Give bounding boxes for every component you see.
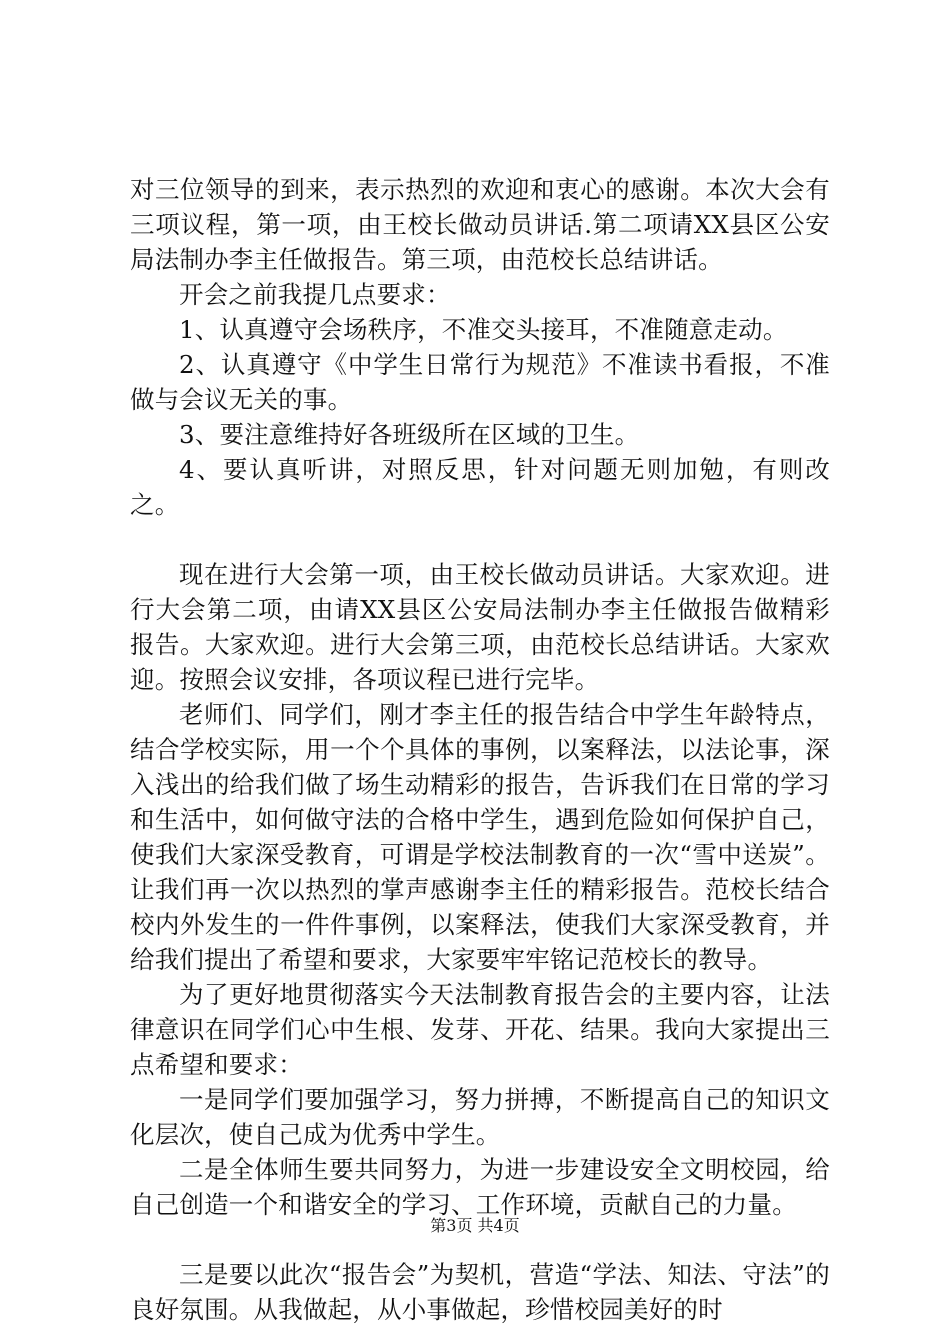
paragraph-requirement-2: 2、认真遵守《中学生日常行为规范》不准读书看报，不准做与会议无关的事。 [130, 350, 830, 414]
paragraph-hope-1: 一是同学们要加强学习，努力拼搏，不断提高自己的知识文化层次，使自己成为优秀中学生。 [130, 1085, 830, 1149]
paragraph-requirement-4: 4、要认真听讲，对照反思，针对问题无则加勉，有则改之。 [130, 455, 830, 519]
page-number-footer: 第3页 共4页 [430, 1216, 520, 1235]
document-body [130, 172, 830, 1327]
paragraph-agenda: 现在进行大会第一项，由王校长做动员讲话。大家欢迎。进行大会第二项，由请XX县区公安局法制办李主任做报告做精彩报告。大家欢迎。进行大会第三项，由范校长总结讲话。大家欢迎。按照会议安排，各项议程已进行完毕。 [130, 560, 830, 694]
paragraph-hopes-intro: 为了更好地贯彻落实今天法制教育报告会的主要内容，让法律意识在同学们心中生根、发芽、开花、结果。我向大家提出三点希望和要求： [130, 980, 830, 1079]
paragraph-requirement-3: 3、要注意维持好各班级所在区域的卫生。 [179, 420, 640, 449]
paragraph-summary: 老师们、同学们，刚才李主任的报告结合中学生年龄特点，结合学校实际，用一个个具体的事例，以案释法，以法论事，深入浅出的给我们做了场生动精彩的报告，告诉我们在日常的学习和生活中，如何做守法的合格中学生，遇到危险如何保护自己，使我们大家深受教育，可谓是学校法制教育的一次“雪中送炭”。让我们再一次以热烈的掌声感谢李主任的精彩报告。范校长结合校内外发生的一件件事例，以案释法，使我们大家深受教育，并给我们提出了希望和要求，大家要牢牢铭记范校长的教导。 [130, 700, 830, 974]
paragraph-hope-3: 三是要以此次“报告会”为契机，营造“学法、知法、守法”的良好氛围。从我做起，从小事做起，珍惜校园美好的时 [130, 1260, 830, 1324]
paragraph-opening: 对三位领导的到来，表示热烈的欢迎和衷心的感谢。本次大会有三项议程，第一项，由王校长做动员讲话.第二项请XX县区公安局法制办李主任做报告。第三项，由范校长总结讲话。 [130, 175, 830, 274]
paragraph-requirement-1: 1、认真遵守会场秩序，不准交头接耳，不准随意走动。 [179, 315, 788, 344]
paragraph-hope-2: 二是全体师生要共同努力，为进一步建设安全文明校园，给自己创造一个和谐安全的学习、工作环境，贡献自己的力量。 [130, 1155, 830, 1219]
paragraph-requirements-intro: 开会之前我提几点要求： [179, 280, 451, 309]
